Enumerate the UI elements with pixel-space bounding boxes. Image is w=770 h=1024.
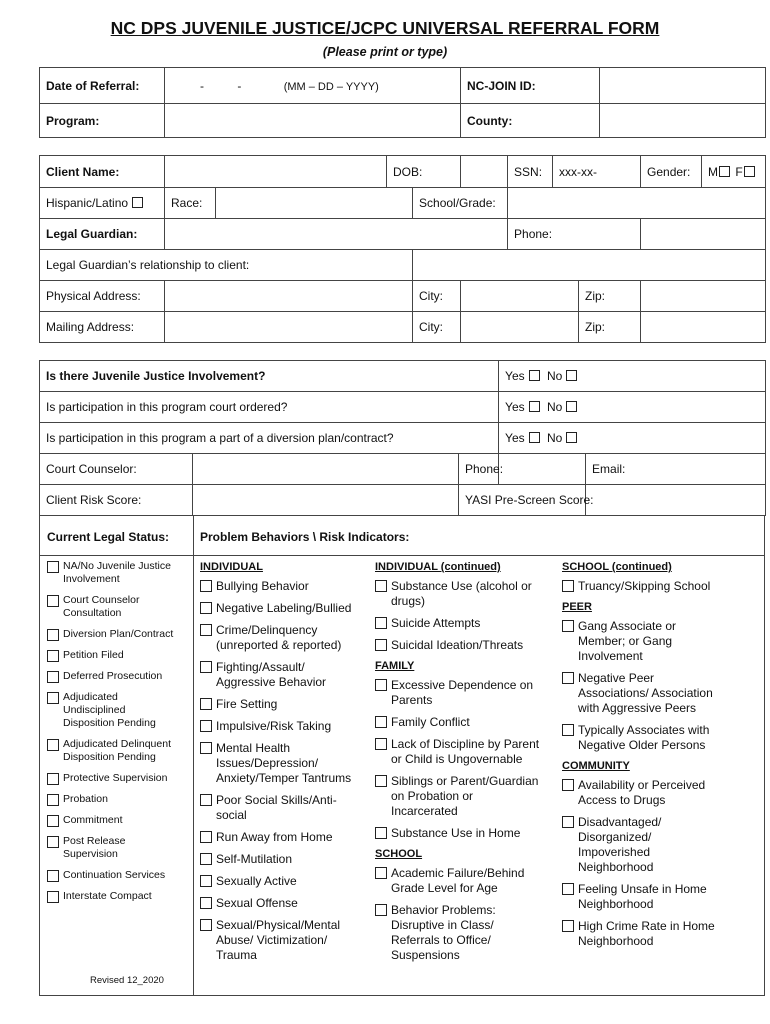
peer-option-label: Negative Peer Associations/ Association with Aggressive Peers [578, 671, 713, 715]
school-option-label: Behavior Problems: Disruptive in Class/ Referrals to Office/ Suspensions [391, 903, 496, 962]
mailing-address-field[interactable] [165, 312, 413, 343]
date-format-hint: (MM – DD – YYYY) [283, 80, 379, 93]
physical-city-label: City: [413, 281, 461, 312]
mailing-zip-field[interactable] [641, 312, 766, 343]
family-checkbox[interactable] [375, 716, 387, 728]
individual-option-label: Sexual Offense [216, 896, 298, 910]
yasi-score-field[interactable] [586, 485, 766, 516]
community-option-label: Disadvantaged/ Disorganized/ Impoverished Neighborhood [578, 815, 662, 874]
legal-status-checkbox[interactable] [47, 891, 59, 903]
legal-status-option-label: Adjudicated Undisciplined Disposition Pending [63, 691, 156, 729]
legal-status-option[interactable] [47, 738, 192, 764]
individual-cont-checkbox[interactable] [375, 617, 387, 629]
race-label: Race: [165, 188, 216, 219]
legal-status-option[interactable] [47, 649, 192, 662]
legal-status-checkbox[interactable] [47, 692, 59, 704]
dob-label: DOB: [387, 156, 461, 188]
family-option[interactable] [375, 774, 557, 819]
client-info-table [39, 155, 766, 343]
individual-option[interactable] [200, 793, 372, 823]
legal-guardian-field[interactable] [165, 219, 508, 250]
legal-status-checkbox[interactable] [47, 794, 59, 806]
family-option[interactable] [375, 678, 557, 708]
family-option[interactable] [375, 737, 557, 767]
gender-f-checkbox[interactable] [744, 166, 755, 177]
legal-status-option-label: Deferred Prosecution [63, 670, 163, 682]
individual-option[interactable] [200, 579, 372, 594]
hispanic-latino-checkbox[interactable] [132, 197, 143, 208]
client-name-field[interactable] [165, 156, 387, 188]
legal-status-option[interactable] [47, 670, 192, 683]
community-option[interactable] [562, 778, 762, 808]
gender-options [702, 156, 766, 188]
jj-involvement-question: Is there Juvenile Justice Involvement? [40, 361, 499, 392]
family-checkbox[interactable] [375, 738, 387, 750]
diversion-yes-label: Yes [505, 431, 525, 445]
family-checkbox[interactable] [375, 827, 387, 839]
physical-zip-field[interactable] [641, 281, 766, 312]
ssn-label: SSN: [508, 156, 553, 188]
peer-option[interactable] [562, 723, 762, 753]
school-option-label: Academic Failure/Behind Grade Level for Age [391, 866, 525, 895]
individual-checkbox[interactable] [200, 897, 212, 909]
school-cont-option[interactable] [562, 579, 762, 594]
legal-status-option-label: Commitment [63, 814, 123, 826]
individual-cont-option-label: Suicidal Ideation/Threats [391, 638, 524, 652]
court-counselor-field[interactable] [193, 454, 459, 485]
individual-checkbox[interactable] [200, 875, 212, 887]
school-continued-header: SCHOOL (continued) [562, 561, 672, 573]
family-option-label: Siblings or Parent/Guardian on Probation or Incarcerated [391, 774, 539, 818]
individual-cont-option-label: Substance Use (alcohol or drugs) [391, 579, 532, 608]
diversion-no-label: No [546, 431, 563, 445]
individual-option-label: Poor Social Skills/Anti- social [216, 793, 337, 822]
legal-status-option[interactable] [47, 793, 192, 806]
individual-option[interactable] [200, 918, 372, 963]
legal-status-option[interactable] [47, 890, 192, 903]
family-option-label: Excessive Dependence on Parents [391, 678, 534, 707]
community-option[interactable] [562, 882, 762, 912]
community-checkbox[interactable] [562, 883, 574, 895]
legal-status-checkbox[interactable] [47, 773, 59, 785]
individual-option[interactable] [200, 623, 372, 653]
peer-checkbox[interactable] [562, 620, 574, 632]
jj-involvement-answer [499, 361, 766, 392]
legal-status-option-label: Interstate Compact [63, 890, 152, 902]
gender-m-checkbox[interactable] [719, 166, 730, 177]
peer-checkbox[interactable] [562, 672, 574, 684]
gender-m-label: M [708, 164, 719, 179]
risk-column-1 [200, 560, 372, 970]
individual-option[interactable] [200, 601, 372, 616]
individual-checkbox[interactable] [200, 661, 212, 673]
problem-behaviors-header: Problem Behaviors \ Risk Indicators: [200, 530, 410, 544]
jj-yes-checkbox[interactable] [529, 370, 540, 381]
individual-option[interactable] [200, 874, 372, 889]
form-subtitle: (Please print or type) [322, 45, 448, 59]
individual-option[interactable] [200, 830, 372, 845]
legal-status-checkbox[interactable] [47, 595, 59, 607]
legal-status-option-label: Petition Filed [63, 649, 124, 661]
legal-status-option[interactable] [47, 628, 192, 641]
legal-status-option-label: Diversion Plan/Contract [63, 628, 174, 640]
legal-guardian-label: Legal Guardian: [40, 219, 165, 250]
legal-status-checkbox[interactable] [47, 629, 59, 641]
legal-status-option[interactable] [47, 691, 192, 730]
gender-label: Gender: [641, 156, 702, 188]
justice-involvement-table [39, 360, 766, 516]
family-checkbox[interactable] [375, 775, 387, 787]
physical-address-label: Physical Address: [40, 281, 165, 312]
community-option-label: High Crime Rate in Home Neighborhood [578, 919, 715, 948]
legal-status-option[interactable] [47, 772, 192, 785]
form-title: NC DPS JUVENILE JUSTICE/JCPC UNIVERSAL REFERRAL FORM [110, 18, 660, 38]
individual-checkbox[interactable] [200, 602, 212, 614]
individual-cont-option[interactable] [375, 616, 557, 631]
individual-cont-checkbox[interactable] [375, 580, 387, 592]
community-option[interactable] [562, 815, 762, 875]
peer-option[interactable] [562, 671, 762, 716]
revision-note: Revised 12_2020 [90, 975, 164, 986]
date-dash-1: - [200, 78, 204, 93]
family-option[interactable] [375, 715, 557, 730]
individual-option-label: Fire Setting [216, 697, 278, 711]
county-label: County: [461, 104, 600, 138]
legal-status-option[interactable] [47, 814, 192, 827]
community-option-label: Availability or Perceived Access to Drugs [578, 778, 706, 807]
individual-option-label: Fighting/Assault/ Aggressive Behavior [216, 660, 327, 689]
legal-status-checkbox[interactable] [47, 650, 59, 662]
program-field[interactable] [165, 104, 461, 138]
physical-city-field[interactable] [461, 281, 579, 312]
legal-status-checkbox[interactable] [47, 870, 59, 882]
individual-checkbox[interactable] [200, 580, 212, 592]
legal-status-option-label: NA/No Juvenile Justice Involvement [63, 560, 171, 585]
individual-option[interactable] [200, 852, 372, 867]
community-checkbox[interactable] [562, 779, 574, 791]
hispanic-latino-label: Hispanic/Latino [46, 196, 129, 210]
legal-status-option-label: Continuation Services [63, 869, 166, 881]
family-option-label: Family Conflict [391, 715, 470, 729]
physical-zip-label: Zip: [579, 281, 641, 312]
diversion-plan-answer [499, 423, 766, 454]
individual-continued-header: INDIVIDUAL (continued) [375, 561, 501, 573]
legal-status-checkbox[interactable] [47, 739, 59, 751]
legal-status-checkbox[interactable] [47, 671, 59, 683]
diversion-yes-checkbox[interactable] [529, 432, 540, 443]
ssn-field[interactable]: xxx-xx- [553, 156, 641, 188]
guardian-relationship-field[interactable] [413, 250, 766, 281]
jj-no-label: No [546, 369, 563, 383]
peer-section-header: PEER [562, 601, 592, 613]
county-field[interactable] [600, 104, 766, 138]
hispanic-latino-cell [40, 188, 165, 219]
individual-cont-option[interactable] [375, 579, 557, 609]
risk-column-2 [375, 560, 557, 970]
referral-info-table [39, 67, 766, 138]
ncjoin-id-label: NC-JOIN ID: [461, 68, 600, 104]
legal-status-option-label: Post Release Supervision [63, 835, 126, 860]
individual-checkbox[interactable] [200, 919, 212, 931]
risk-column-3 [562, 560, 762, 956]
family-option-label: Substance Use in Home [391, 826, 521, 840]
individual-option[interactable] [200, 741, 372, 786]
individual-option-label: Bullying Behavior [216, 579, 309, 593]
individual-checkbox[interactable] [200, 794, 212, 806]
legal-status-option[interactable] [47, 594, 192, 620]
individual-section-header: INDIVIDUAL [200, 561, 263, 573]
legal-status-option-label: Protective Supervision [63, 772, 168, 784]
risk-score-field[interactable] [193, 485, 459, 516]
counselor-phone-label: Phone: [459, 454, 499, 485]
legal-status-option[interactable] [47, 560, 192, 586]
legal-status-risk-section [39, 515, 765, 996]
date-dash-2: - [237, 78, 242, 93]
legal-status-list [47, 560, 192, 911]
counselor-phone-field[interactable] [499, 454, 586, 485]
family-option-label: Lack of Discipline by Parent or Child is Ungovernable [391, 737, 540, 766]
individual-checkbox[interactable] [200, 720, 212, 732]
individual-option-label: Mental Health Issues/Depression/ Anxiety/Temper Tantrums [216, 741, 352, 785]
community-checkbox[interactable] [562, 920, 574, 932]
ncjoin-id-field[interactable] [600, 68, 766, 104]
school-checkbox[interactable] [375, 904, 387, 916]
community-option[interactable] [562, 919, 762, 949]
family-option[interactable] [375, 826, 557, 841]
legal-status-checkbox[interactable] [47, 836, 59, 848]
school-cont-option-label: Truancy/Skipping School [578, 579, 711, 593]
individual-option[interactable] [200, 697, 372, 712]
individual-option-label: Negative Labeling/Bullied [216, 601, 352, 615]
gender-f-label: F [735, 164, 743, 179]
individual-option[interactable] [200, 660, 372, 690]
mailing-city-field[interactable] [461, 312, 579, 343]
individual-option-label: Crime/Delinquency (unreported & reported) [216, 623, 342, 652]
counselor-email-label: Email: [592, 462, 626, 476]
physical-address-field[interactable] [165, 281, 413, 312]
diversion-no-checkbox[interactable] [566, 432, 577, 443]
court-ordered-no-checkbox[interactable] [566, 401, 577, 412]
legal-status-option[interactable] [47, 869, 192, 882]
legal-status-option[interactable] [47, 835, 192, 861]
risk-score-label: Client Risk Score: [40, 485, 193, 516]
jj-no-checkbox[interactable] [566, 370, 577, 381]
individual-cont-option-label: Suicide Attempts [391, 616, 481, 630]
court-ordered-yes-checkbox[interactable] [529, 401, 540, 412]
date-of-referral-field[interactable] [165, 68, 461, 104]
peer-checkbox[interactable] [562, 724, 574, 736]
dob-field[interactable] [461, 156, 508, 188]
court-ordered-answer [499, 392, 766, 423]
individual-option-label: Sexual/Physical/Mental Abuse/ Victimization/ Trauma [216, 918, 341, 962]
mailing-zip-label: Zip: [579, 312, 641, 343]
individual-option-label: Self-Mutilation [216, 852, 293, 866]
community-checkbox[interactable] [562, 816, 574, 828]
school-option[interactable] [375, 866, 557, 896]
peer-option-label: Typically Associates with Negative Older Persons [578, 723, 710, 752]
individual-cont-checkbox[interactable] [375, 639, 387, 651]
community-section-header: COMMUNITY [562, 760, 630, 772]
guardian-relationship-label: Legal Guardian’s relationship to client: [40, 250, 413, 281]
individual-checkbox[interactable] [200, 853, 212, 865]
individual-checkbox[interactable] [200, 624, 212, 636]
peer-option-label: Gang Associate or Member; or Gang Involvement [578, 619, 677, 663]
court-counselor-label: Court Counselor: [40, 454, 193, 485]
individual-option[interactable] [200, 719, 372, 734]
court-ordered-no-label: No [546, 400, 563, 414]
individual-option-label: Sexually Active [216, 874, 297, 888]
counselor-email-field[interactable] [586, 454, 766, 485]
school-cont-checkbox[interactable] [562, 580, 574, 592]
diversion-plan-question: Is participation in this program a part of a diversion plan/contract? [40, 423, 499, 454]
jj-yes-label: Yes [505, 369, 525, 383]
legal-status-checkbox[interactable] [47, 815, 59, 827]
legal-status-option-label: Adjudicated Delinquent Disposition Pending [63, 738, 171, 763]
program-label: Program: [40, 104, 165, 138]
guardian-phone-label: Phone: [508, 219, 641, 250]
race-field[interactable] [216, 188, 413, 219]
individual-option-label: Impulsive/Risk Taking [216, 719, 332, 733]
individual-checkbox[interactable] [200, 831, 212, 843]
individual-cont-option[interactable] [375, 638, 557, 653]
individual-checkbox[interactable] [200, 698, 212, 710]
legal-status-option-label: Court Counselor Consultation [63, 594, 140, 619]
court-ordered-question: Is participation in this program court ordered? [40, 392, 499, 423]
date-of-referral-label: Date of Referral: [40, 68, 165, 104]
mailing-city-label: City: [413, 312, 461, 343]
individual-checkbox[interactable] [200, 742, 212, 754]
legal-status-header: Current Legal Status: [47, 530, 170, 544]
yasi-score-label: YASI Pre-Screen Score: [459, 485, 586, 516]
school-checkbox[interactable] [375, 867, 387, 879]
court-ordered-yes-label: Yes [505, 400, 525, 414]
family-checkbox[interactable] [375, 679, 387, 691]
school-grade-label: School/Grade: [413, 188, 508, 219]
legal-status-checkbox[interactable] [47, 561, 59, 573]
individual-option-label: Run Away from Home [216, 830, 333, 844]
school-grade-field[interactable] [508, 188, 766, 219]
mailing-address-label: Mailing Address: [40, 312, 165, 343]
guardian-phone-field[interactable] [641, 219, 766, 250]
community-option-label: Feeling Unsafe in Home Neighborhood [578, 882, 707, 911]
legal-status-option-label: Probation [63, 793, 108, 805]
school-section-header: SCHOOL [375, 848, 423, 860]
school-option[interactable] [375, 903, 557, 963]
client-name-label: Client Name: [40, 156, 165, 188]
peer-option[interactable] [562, 619, 762, 664]
individual-option[interactable] [200, 896, 372, 911]
family-section-header: FAMILY [375, 660, 415, 672]
